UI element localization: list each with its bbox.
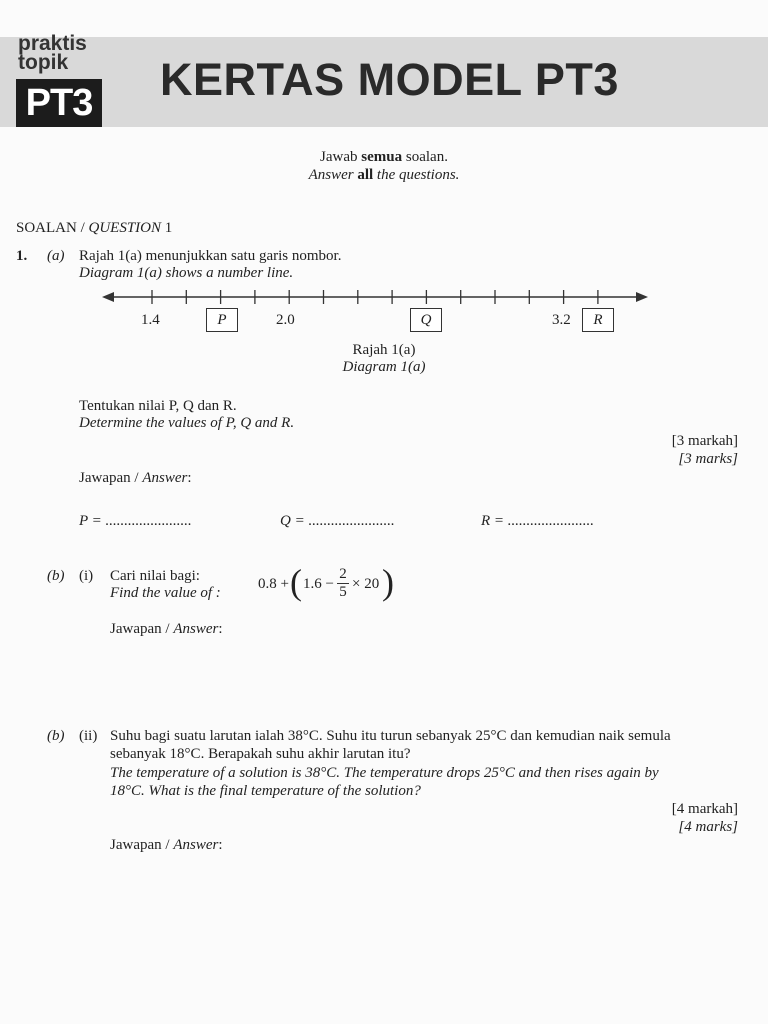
right-arrow-icon	[636, 292, 648, 302]
left-arrow-icon	[102, 292, 114, 302]
logo-line-2: topik	[18, 51, 69, 74]
expr-tail: × 20	[352, 576, 380, 592]
part-a-task-malay: Tentukan nilai P, Q dan R.	[79, 398, 237, 414]
part-b-ii-text-malay-2: sebanyak 18°C. Berapakah suhu akhir larutan itu?	[110, 746, 411, 762]
expr-left: 0.8 +	[258, 576, 289, 592]
part-a-label: (a)	[47, 248, 65, 264]
part-b-ii-marks-malay: [4 markah]	[671, 801, 738, 817]
answer-blank-r[interactable]: R = .......................	[481, 513, 595, 529]
box-q: Q	[410, 308, 442, 332]
part-a-marks-english: [3 marks]	[678, 451, 738, 467]
number-line	[100, 286, 660, 310]
part-b-ii-label: (b)	[47, 728, 65, 744]
logo-line-1: praktis	[18, 32, 87, 55]
part-b-i-text-english: Find the value of :	[110, 585, 221, 601]
instruction-malay: Jawab semua soalan.	[320, 149, 448, 165]
diagram-caption-malay: Rajah 1(a)	[352, 342, 416, 358]
part-b-ii-sub: (ii)	[79, 728, 98, 744]
part-b-i-text-malay: Cari nilai bagi:	[110, 568, 200, 584]
left-paren: (	[290, 562, 302, 602]
answer-blank-p[interactable]: P = .......................	[79, 513, 192, 529]
instruction-english: Answer all the questions.	[308, 167, 460, 183]
part-b-i-sub: (i)	[79, 568, 94, 584]
part-a-marks-malay: [3 markah]	[671, 433, 738, 449]
page-title: KERTAS MODEL PT3	[160, 54, 619, 105]
question-number: 1.	[16, 248, 28, 264]
right-paren: )	[382, 562, 394, 602]
fraction-numerator: 2	[339, 566, 347, 582]
number-line-label-2: 2.0	[276, 312, 295, 328]
logo-badge: PT3	[16, 79, 102, 127]
part-b-ii-text-english-2: 18°C. What is the final temperature of the solution?	[110, 783, 421, 799]
box-r: R	[582, 308, 614, 332]
number-line-label-1: 1.4	[141, 312, 160, 328]
section-heading: SOALAN / QUESTION 1	[16, 220, 173, 236]
box-p: P	[206, 308, 238, 332]
answer-blank-q[interactable]: Q = .......................	[280, 513, 395, 529]
number-line-label-3: 3.2	[552, 312, 571, 328]
praktis-topik-logo	[16, 33, 104, 129]
part-b-ii-answer-label: Jawapan / Answer:	[110, 837, 223, 853]
part-b-ii-text-english-1: The temperature of a solution is 38°C. The temperature drops 25°C and then rises again by	[110, 765, 659, 781]
part-a-text-malay: Rajah 1(a) menunjukkan satu garis nombor.	[79, 248, 342, 264]
part-b-ii-marks-english: [4 marks]	[678, 819, 738, 835]
diagram-caption-english: Diagram 1(a)	[342, 359, 426, 375]
part-a-text-english: Diagram 1(a) shows a number line.	[79, 265, 294, 281]
part-b-i-label: (b)	[47, 568, 65, 584]
part-b-i-answer-label: Jawapan / Answer:	[110, 621, 223, 637]
fraction-denominator: 5	[337, 583, 349, 600]
part-a-answer-label: Jawapan / Answer:	[79, 470, 192, 486]
part-a-task-english: Determine the values of P, Q and R.	[79, 415, 295, 431]
page-header	[0, 0, 768, 130]
expr-inner: 1.6 −	[303, 576, 334, 592]
part-b-ii-text-malay-1: Suhu bagi suatu larutan ialah 38°C. Suhu itu turun sebanyak 25°C dan kemudian naik semula	[110, 728, 671, 744]
fraction	[337, 566, 349, 600]
